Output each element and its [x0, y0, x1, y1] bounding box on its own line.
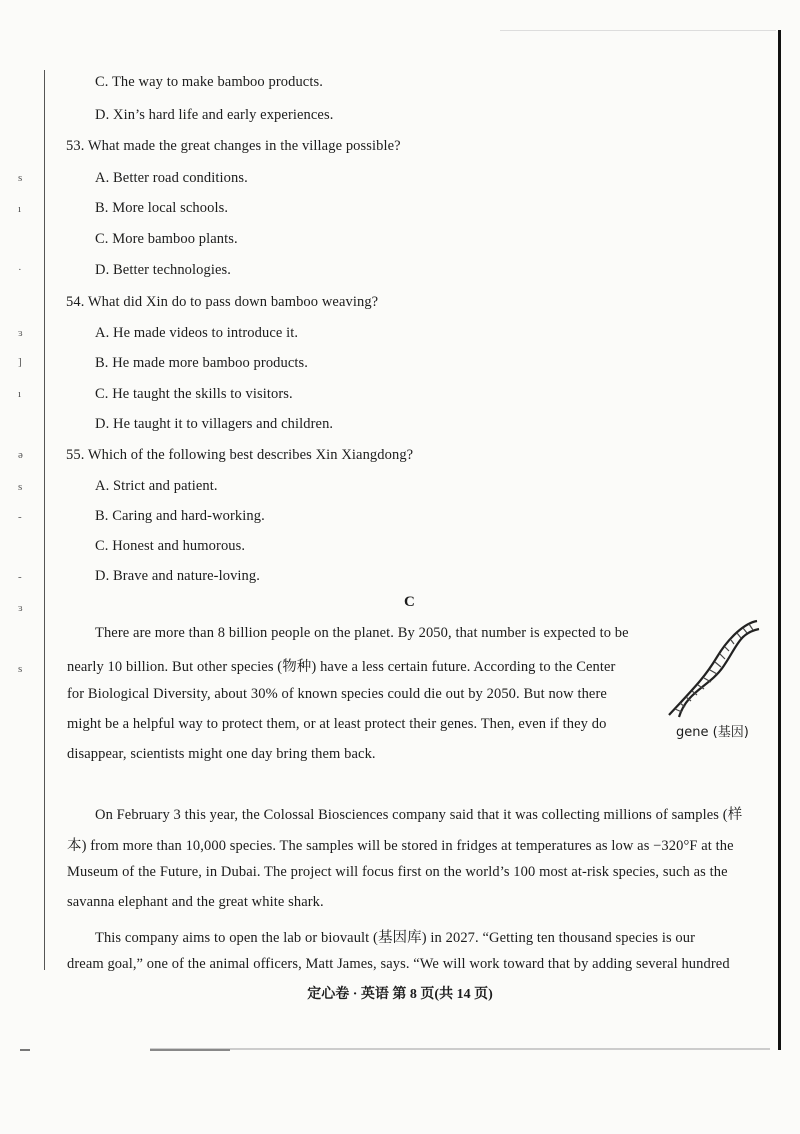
q55-option-d: D. Brave and nature-loving. [95, 568, 260, 584]
passage-line: disappear, scientists might one day bring them back. [67, 746, 376, 762]
page-footer: 定心卷 · 英语 第 8 页(共 14 页) [307, 987, 493, 1002]
passage-line: Museum of the Future, in Dubai. The project will focus first on the world’s 100 most at-risk species, such as the [67, 864, 728, 880]
scan-line [150, 1049, 230, 1051]
passage-line: for Biological Diversity, about 30% of known species could die out by 2050. But now there [67, 686, 607, 702]
q54-stem: 54. What did Xin do to pass down bamboo weaving? [66, 294, 379, 310]
q55-option-a: A. Strict and patient. [95, 478, 218, 494]
q54-option-c: C. He taught the skills to visitors. [95, 386, 293, 402]
q54-option-d: D. He taught it to villagers and children. [95, 416, 334, 432]
passage-line: This company aims to open the lab or biovault (基因库) in 2027. “Getting ten thousand species is our [95, 930, 696, 946]
passage-line: nearly 10 billion. But other species (物种) have a less certain future. According to the Center [67, 659, 616, 675]
q55-option-c: C. Honest and humorous. [95, 538, 246, 554]
passage-line: There are more than 8 billion people on the planet. By 2050, that number is expected to be [95, 625, 629, 641]
q53-option-c: C. More bamboo plants. [95, 231, 238, 247]
margin-mark: ɜ [18, 602, 23, 614]
scan-line [150, 1048, 770, 1050]
passage-line: On February 3 this year, the Colossal Biosciences company said that it was collecting millions of samples (样 [95, 807, 743, 823]
margin-mark: s [18, 663, 23, 675]
margin-mark: ı [18, 388, 22, 400]
scan-line [500, 30, 776, 31]
margin-mark: ɜ [18, 327, 23, 339]
left-margin-rule [44, 70, 45, 970]
passage-line: might be a helpful way to protect them, or at least protect their genes. Then, even if they do [67, 716, 607, 732]
q55-stem: 55. Which of the following best describes Xin Xiangdong? [66, 447, 414, 463]
margin-mark: s [18, 481, 23, 493]
q52-option-d: D. Xin’s hard life and early experiences. [95, 107, 334, 123]
q53-option-d: D. Better technologies. [95, 262, 231, 278]
margin-mark: - [18, 511, 22, 523]
q54-option-a: A. He made videos to introduce it. [95, 325, 299, 341]
passage-line: savanna elephant and the great white shark. [67, 894, 324, 910]
q55-option-b: B. Caring and hard-working. [95, 508, 265, 524]
margin-mark: s [18, 172, 23, 184]
passage-line: dream goal,” one of the animal officers, Matt James, says. “We will work toward that by adding several hundred [67, 956, 730, 972]
q52-option-c: C. The way to make bamboo products. [95, 74, 323, 90]
dna-helix-icon [665, 617, 761, 719]
scan-mark [20, 1049, 30, 1051]
margin-mark: ı [18, 203, 22, 215]
q53-option-a: A. Better road conditions. [95, 170, 248, 186]
margin-mark: - [18, 571, 22, 583]
q53-option-b: B. More local schools. [95, 200, 229, 216]
right-margin-rule [778, 30, 781, 1050]
passage-line: 本) from more than 10,000 species. The samples will be stored in fridges at temperatures as low as −320°F at the [67, 838, 734, 854]
q53-stem: 53. What made the great changes in the village possible? [66, 138, 401, 154]
margin-mark: ] [18, 356, 22, 368]
q54-option-b: B. He made more bamboo products. [95, 355, 308, 371]
image-caption: gene (基因) [676, 725, 749, 740]
margin-mark: ə [18, 449, 23, 461]
margin-mark: · [18, 264, 22, 276]
section-heading: C [404, 594, 415, 610]
